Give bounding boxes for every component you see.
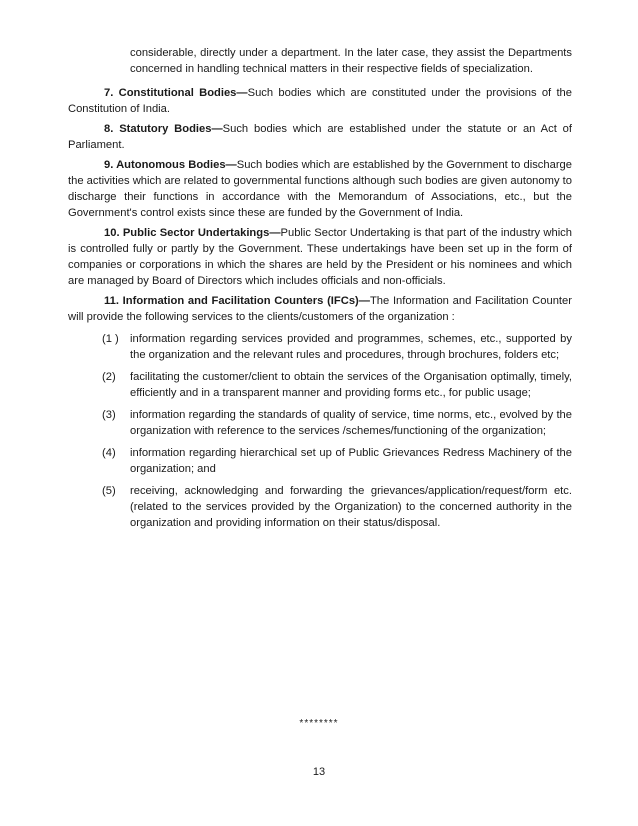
paragraph-constitutional-bodies — [68, 85, 572, 117]
heading-public-sector-undertakings: 10. Public Sector Undertakings— — [104, 227, 281, 239]
heading-information-facilitation-counters: 11. Information and Facilitation Counters (IFCs)— — [104, 295, 370, 307]
heading-autonomous-bodies: 9. Autonomous Bodies— — [104, 159, 237, 171]
list-item-text: information regarding services provided and programmes, schemes, etc., supported by the organization and the relevant rules and procedures, through brochures, folders etc; — [130, 333, 572, 361]
list-item-text: facilitating the customer/client to obtain the services of the Organisation optimally, timely, efficiently and in a transparent manner and providing forms etc., for public usage; — [130, 371, 572, 399]
heading-constitutional-bodies: 7. Constitutional Bodies— — [104, 87, 248, 99]
heading-statutory-bodies: 8. Statutory Bodies— — [104, 123, 223, 135]
list-item-number: (3) — [102, 409, 116, 421]
list-item-number: (2) — [102, 371, 116, 383]
list-item-text: information regarding the standards of quality of service, time norms, etc., evolved by the organization with reference to the services /schemes/functioning of the organization; — [130, 409, 572, 437]
text-autonomous-bodies: Such bodies which are established by the Government to discharge the activities which are related to governmental functions although such bodies are given autonomy to discharge their functions in accordance with the Memorandum of Associations, etc., but the Government's control exists since these are funded by the Government of India. — [68, 159, 572, 219]
page-number: 13 — [312, 766, 326, 778]
list-item-number: (5) — [102, 485, 116, 497]
list-item-number: (1 ) — [102, 333, 119, 345]
paragraph-public-sector-undertakings — [68, 225, 572, 289]
list-item — [68, 407, 572, 439]
list-item-text: information regarding hierarchical set up of Public Grievances Redress Machinery of the organization; and — [130, 447, 572, 475]
text-public-sector-undertakings: Public Sector Undertaking is that part of the industry which is controlled fully or partly by the Government. These undertakings have been set up in the form of companies or corporations in which the shares are held by the President or his nominees and which are managed by Board of Directors which includes officials and non-officials. — [68, 227, 572, 287]
section-separator: ******** — [299, 718, 339, 729]
text-statutory-bodies: Such bodies which are established under the statute or an Act of Parliament. — [68, 123, 573, 151]
list-item — [68, 331, 572, 363]
list-item — [68, 369, 572, 401]
continuation-paragraph: considerable, directly under a department. In the later case, they assist the Departments concerned in handling technical matters in their respective fields of specialization. — [130, 47, 572, 75]
paragraph-information-facilitation-counters — [68, 293, 572, 325]
text-constitutional-bodies: Such bodies which are constituted under the provisions of the Constitution of India. — [68, 87, 573, 115]
list-item-number: (4) — [102, 447, 116, 459]
list-item — [68, 445, 572, 477]
text-information-facilitation-counters: The Information and Facilitation Counter will provide the following services to the clients/customers of the organization : — [68, 295, 572, 323]
paragraph-statutory-bodies — [68, 121, 572, 153]
list-item — [68, 483, 572, 531]
list-item-text: receiving, acknowledging and forwarding the grievances/application/request/form etc. (related to the services provided by the Organization) to the concerned authority in the organization and providing information on their status/disposal. — [130, 485, 572, 529]
paragraph-autonomous-bodies — [68, 157, 572, 221]
body-text — [68, 85, 572, 531]
